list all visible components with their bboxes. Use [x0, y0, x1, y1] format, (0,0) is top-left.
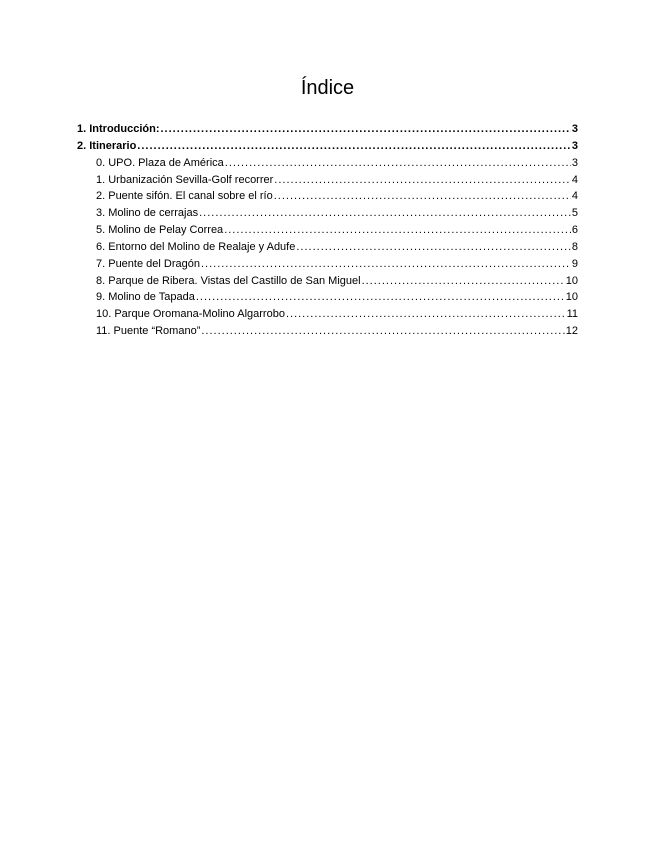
toc-entry-page-number: 10: [565, 291, 578, 304]
toc-dot-leader: [196, 289, 565, 306]
toc-entry-page-number: 4: [571, 173, 578, 186]
toc-entry-page-number: 3: [571, 156, 578, 169]
page-title: Índice: [300, 77, 355, 99]
toc-entry[interactable]: [77, 323, 578, 340]
toc-entry-label: 2. Itinerario: [77, 139, 137, 152]
toc-entry-page-number: 8: [571, 240, 578, 253]
toc-entry[interactable]: [77, 239, 578, 256]
toc-dot-leader: [199, 205, 571, 222]
toc-entry-label: 9. Molino de Tapada: [96, 291, 195, 304]
toc-dot-leader: [274, 188, 571, 205]
toc-dot-leader: [201, 256, 571, 273]
toc-entry[interactable]: [77, 121, 578, 138]
toc-entry-page-number: 3: [571, 139, 578, 152]
toc-dot-leader: [274, 172, 571, 189]
toc-entry[interactable]: [77, 188, 578, 205]
toc-dot-leader: [201, 323, 564, 340]
toc-entry-label: 1. Urbanización Sevilla-Golf recorrer: [96, 173, 274, 186]
toc-entry-page-number: 12: [565, 325, 578, 338]
table-of-contents: [77, 121, 578, 340]
toc-entry[interactable]: [77, 273, 578, 290]
toc-entry-label: 1. Introducción:: [77, 123, 160, 135]
toc-entry[interactable]: [77, 155, 578, 172]
toc-entry[interactable]: [77, 205, 578, 222]
toc-dot-leader: [296, 239, 571, 256]
toc-dot-leader: [286, 306, 566, 323]
toc-entry-label: 2. Puente sifón. El canal sobre el río: [96, 190, 273, 203]
toc-entry-label: 10. Parque Oromana-Molino Algarrobo: [96, 308, 285, 321]
toc-dot-leader: [224, 222, 571, 239]
toc-entry[interactable]: [77, 256, 578, 273]
toc-dot-leader: [225, 155, 571, 172]
toc-entry-label: 11. Puente “Romano”: [96, 325, 201, 338]
toc-entry-label: 3. Molino de cerrajas: [96, 207, 199, 220]
toc-dot-leader: [137, 138, 571, 155]
toc-entry-page-number: 9: [571, 257, 578, 270]
toc-entry-label: 6. Entorno del Molino de Realaje y Adufe: [96, 240, 296, 253]
toc-entry[interactable]: [77, 138, 578, 155]
toc-entry[interactable]: [77, 222, 578, 239]
toc-entry-page-number: 10: [565, 274, 578, 287]
toc-entry-label: 7. Puente del Dragón: [96, 257, 200, 270]
toc-entry[interactable]: [77, 306, 578, 323]
toc-entry-label: 8. Parque de Ribera. Vistas del Castillo de San Miguel: [96, 274, 361, 287]
toc-entry-page-number: 3: [571, 123, 578, 135]
toc-dot-leader: [161, 121, 571, 138]
toc-entry[interactable]: [77, 289, 578, 306]
toc-entry-label: 5. Molino de Pelay Correa: [96, 224, 224, 237]
toc-entry-page-number: 4: [571, 190, 578, 203]
toc-entry-page-number: 6: [571, 224, 578, 237]
toc-dot-leader: [362, 273, 565, 290]
toc-entry-page-number: 11: [566, 308, 578, 321]
toc-entry-label: 0. UPO. Plaza de América: [96, 156, 224, 169]
toc-entry-page-number: 5: [571, 207, 578, 220]
toc-entry[interactable]: [77, 172, 578, 189]
